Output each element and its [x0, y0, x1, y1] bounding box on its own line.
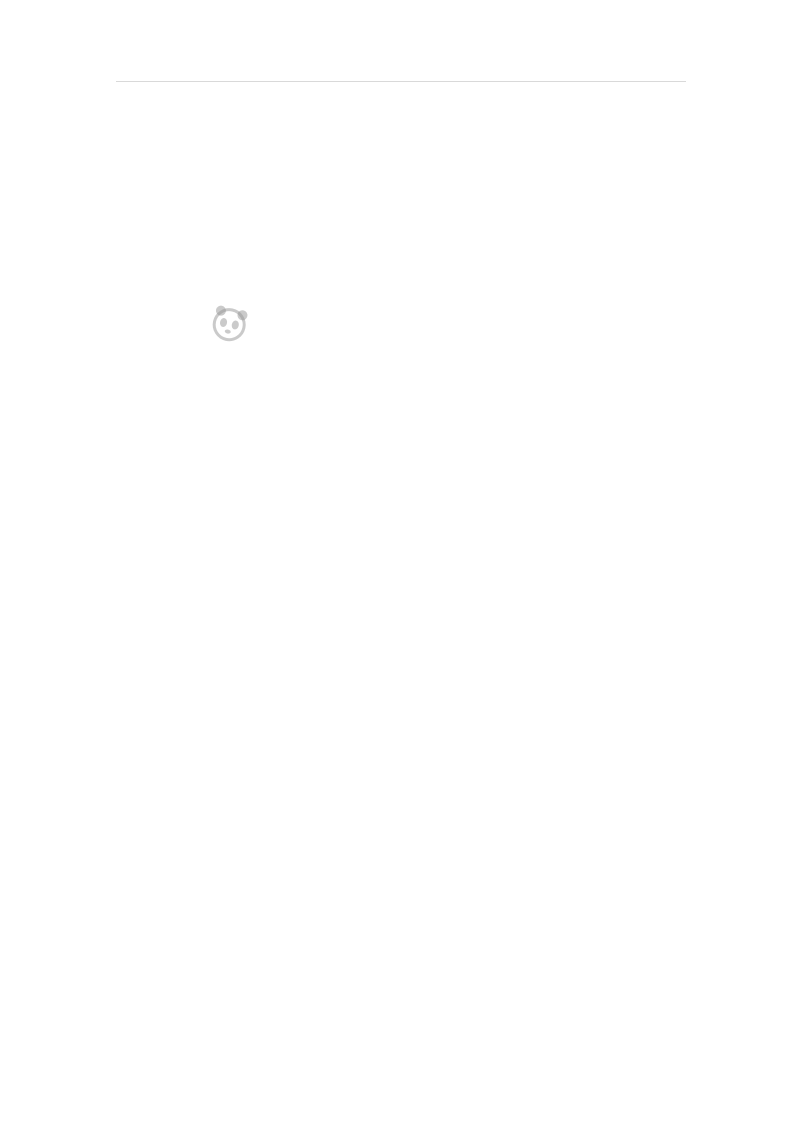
panda-logo-icon [206, 300, 253, 347]
divider [116, 81, 686, 82]
document-page [116, 61, 686, 119]
